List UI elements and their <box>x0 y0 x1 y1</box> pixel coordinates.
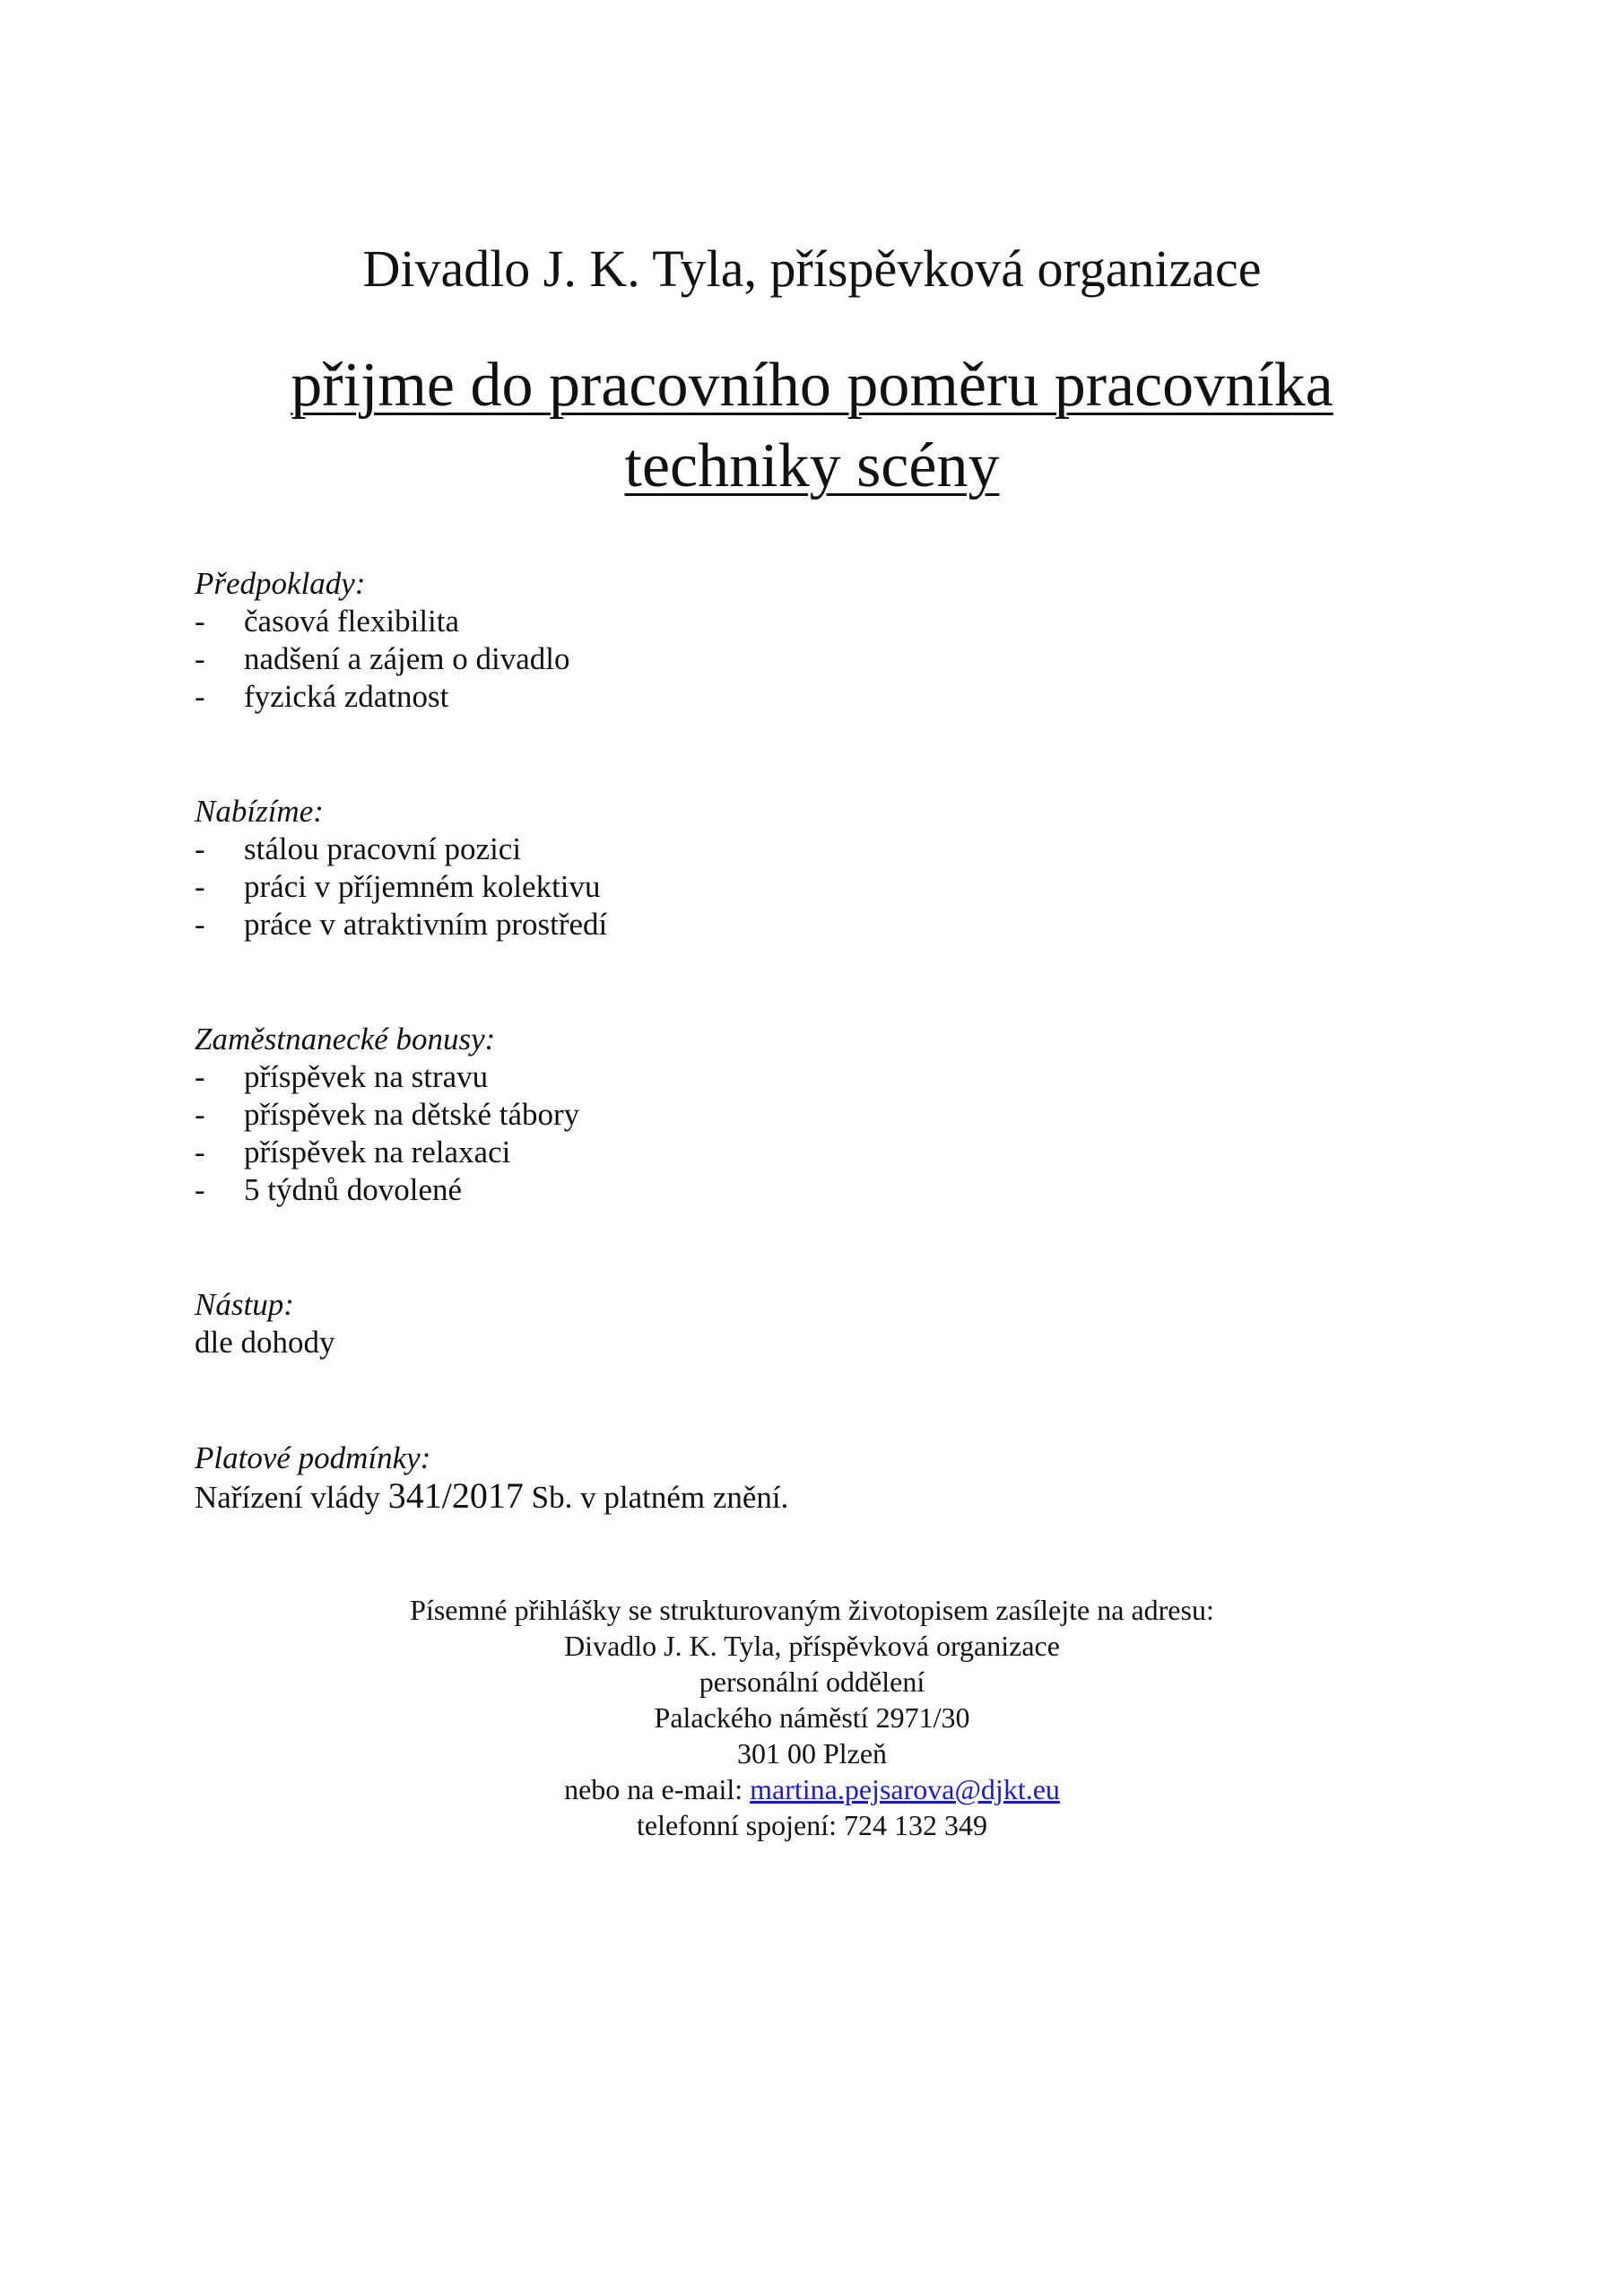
bonuses-section <box>195 1021 1450 1209</box>
contact-intro: Písemné přihlášky se strukturovaným životopisem zasílejte na adresu: <box>410 1594 1214 1626</box>
list-item <box>195 1171 1450 1209</box>
start-section <box>195 1286 1450 1361</box>
email-link[interactable]: martina.pejsarova@djkt.eu <box>750 1773 1060 1805</box>
bullet-dash: - <box>195 679 205 714</box>
list-item <box>195 603 1450 640</box>
list-item-text: práci v příjemném kolektivu <box>244 869 601 904</box>
bullet-dash: - <box>195 1059 205 1094</box>
list-item <box>195 1096 1450 1134</box>
requirements-list <box>195 603 1450 716</box>
list-item <box>195 640 1450 678</box>
contact-email-line <box>0 1771 1624 1807</box>
contact-block <box>0 1592 1624 1843</box>
list-item-text: 5 týdnů dovolené <box>244 1172 463 1207</box>
regulation-number: 341/2017 <box>387 1475 524 1516</box>
list-item-text: stálou pracovní pozici <box>244 831 522 866</box>
start-text: dle dohody <box>195 1325 335 1360</box>
requirements-section <box>195 565 1450 716</box>
job-title-line-1: přijme do pracovního poměru pracovníka <box>291 351 1333 420</box>
bullet-dash: - <box>195 831 205 866</box>
salary-label: Platové podmínky: <box>195 1440 431 1475</box>
salary-text-before: Nařízení vlády <box>195 1480 388 1515</box>
salary-section <box>195 1439 1450 1517</box>
requirements-label: Předpoklady: <box>195 566 366 601</box>
contact-phone: telefonní spojení: 724 132 349 <box>636 1809 988 1841</box>
bonuses-label: Zaměstnanecké bonusy: <box>195 1022 496 1057</box>
offer-list <box>195 831 1450 944</box>
offer-section <box>195 793 1450 944</box>
list-item-text: nadšení a zájem o divadlo <box>244 641 570 676</box>
bullet-dash: - <box>195 641 205 676</box>
list-item-text: fyzická zdatnost <box>244 679 449 714</box>
bullet-dash: - <box>195 604 205 639</box>
list-item <box>195 678 1450 716</box>
list-item-text: příspěvek na relaxaci <box>244 1135 511 1170</box>
bullet-dash: - <box>195 1097 205 1132</box>
contact-city: 301 00 Plzeň <box>736 1737 888 1770</box>
bullet-dash: - <box>195 1135 205 1170</box>
start-label: Nástup: <box>195 1287 294 1322</box>
list-item <box>195 868 1450 906</box>
list-item <box>195 906 1450 944</box>
bullet-dash: - <box>195 869 205 904</box>
list-item <box>195 1134 1450 1171</box>
contact-department: personální oddělení <box>699 1665 925 1698</box>
job-title-line-2: techniky scény <box>624 431 1000 500</box>
list-item-text: práce v atraktivním prostředí <box>244 907 608 942</box>
contact-street: Palackého náměstí 2971/30 <box>654 1701 970 1734</box>
job-title <box>0 345 1624 507</box>
list-item-text: příspěvek na stravu <box>244 1059 489 1094</box>
bullet-dash: - <box>195 907 205 942</box>
list-item <box>195 831 1450 868</box>
contact-organization: Divadlo J. K. Tyla, příspěvková organizace <box>564 1630 1060 1662</box>
contact-email-prefix: nebo na e-mail: <box>564 1773 751 1805</box>
list-item-text: příspěvek na dětské tábory <box>244 1097 580 1132</box>
organization-heading: Divadlo J. K. Tyla, příspěvková organizace <box>362 239 1262 298</box>
salary-text <box>195 1477 1450 1517</box>
bullet-dash: - <box>195 1172 205 1207</box>
list-item-text: časová flexibilita <box>244 604 460 639</box>
list-item <box>195 1058 1450 1096</box>
bonuses-list <box>195 1058 1450 1209</box>
offer-label: Nabízíme: <box>195 794 324 829</box>
salary-text-after: Sb. v platném znění. <box>523 1480 789 1515</box>
